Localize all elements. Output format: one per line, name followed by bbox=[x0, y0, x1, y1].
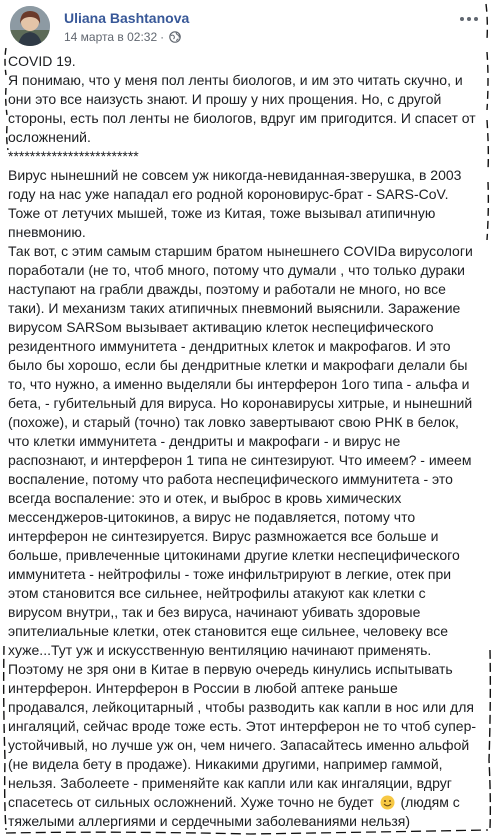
post-paragraph-interferon bbox=[8, 660, 482, 831]
author-name[interactable]: Uliana Bashtanova bbox=[64, 10, 190, 26]
globe-icon[interactable] bbox=[169, 31, 181, 46]
meta-separator: · bbox=[160, 30, 165, 44]
post-paragraph-title: COVID 19. bbox=[8, 53, 76, 69]
allergy-note: (людям с тяжелыми аллергиями и сердечными заболеваниями нельзя) bbox=[8, 794, 460, 829]
author-avatar[interactable] bbox=[10, 6, 50, 46]
smile-emoji-icon bbox=[380, 795, 395, 810]
post-paragraph-divider: ************************ bbox=[8, 148, 139, 164]
post-paragraph-intro: Я понимаю, что у меня пол ленты биологов, и им это читать скучно, и они это все наизусть знают. И прошу у них прощения. Но, с другой стороны, есть пол ленты не биологов, вдруг им пригодится. И спасет от осложнений. bbox=[8, 72, 476, 145]
post-header bbox=[10, 6, 480, 46]
more-dots-icon[interactable] bbox=[458, 12, 480, 26]
post-timestamp[interactable]: 14 марта в 02:32 bbox=[64, 30, 158, 44]
post-paragraph-mechanism: Так вот, с этим самым старшим братом нынешнего COVIDa вирусологи поработали (не то, чтоб много, потому что думали , что только дураки наступают на грабли дважды, поэтому и работали не много, но все таки). И механизм таких атипичных пневмоний выяснили. Заражение вирусом SARSом вызывает активацию клеток неспецифического резидентного иммунитета - дендритных клеток и макрофагов. И это было бы хорошо, если бы дендритные клетки и макрофаги делали бы то, что нужно, а именно выделяли бы интерферон 1ого типа - альфа и бета, - губительный для вируса. Но коронавирусы хитрые, и нынешний (похоже), и старый (точно) так ловко завертывают свою РНК в белок, что клетки иммунитета - дендриты и макрофаги - и вирус не распознают, и интерферон 1 типа не синтезируют. Что имеем? - имеем воспаление, потому что работа неспецифического иммунитета - это всегда воспаление: это и отек, и выброс в кровь химических мессенджеров-цитокинов, а вирус не подавляется, потому что интерферон не синтезируется. Вирус размножается все больше и больше, привлеченные цитокинами другие клетки неспецифического иммунитета - нейтрофилы - тоже инфильтрируют в легкие, отек при этом становится все сильнее, нейтрофилы атакуют как клетки с вирусом внутри,, так и без вируса, начинают убивать здоровые эпителиальные клетки, отек становится еще сильнее, человеку все хуже...Тут уж и искусственную вентиляцию начинают применять. bbox=[8, 243, 473, 658]
interferon-text: Поэтому не зря они в Китае в первую очередь кинулись испытывать интерферон. Интерферон в России в любой аптеке раньше продавался, лейкоцитарный , чтобы разводить как капли в нос или для ингаляций, сейчас вроде тоже есть. Этот интерферон не то чтоб супер-устойчивый, но лучше уж он, чем ничего. Запасайтесь именно альфой (не видела бету в продаже). Никакими другими, например гаммой, нельзя. Заболеете - применяйте как капли или как ингаляции, вдруг спасетесь от сильных осложнений. Хуже точно не будет bbox=[8, 661, 477, 810]
post-body bbox=[8, 52, 482, 831]
post-meta bbox=[64, 30, 181, 46]
post-paragraph-sars-history: Вирус нынешний не совсем уж никогда-невиданная-зверушка, в 2003 году на нас уже нападал его родной короновирус-брат - SARS-CoV. Тоже от летучих мышей, тоже из Китая, тоже вызывал атипичную пневмонию. bbox=[8, 167, 462, 240]
